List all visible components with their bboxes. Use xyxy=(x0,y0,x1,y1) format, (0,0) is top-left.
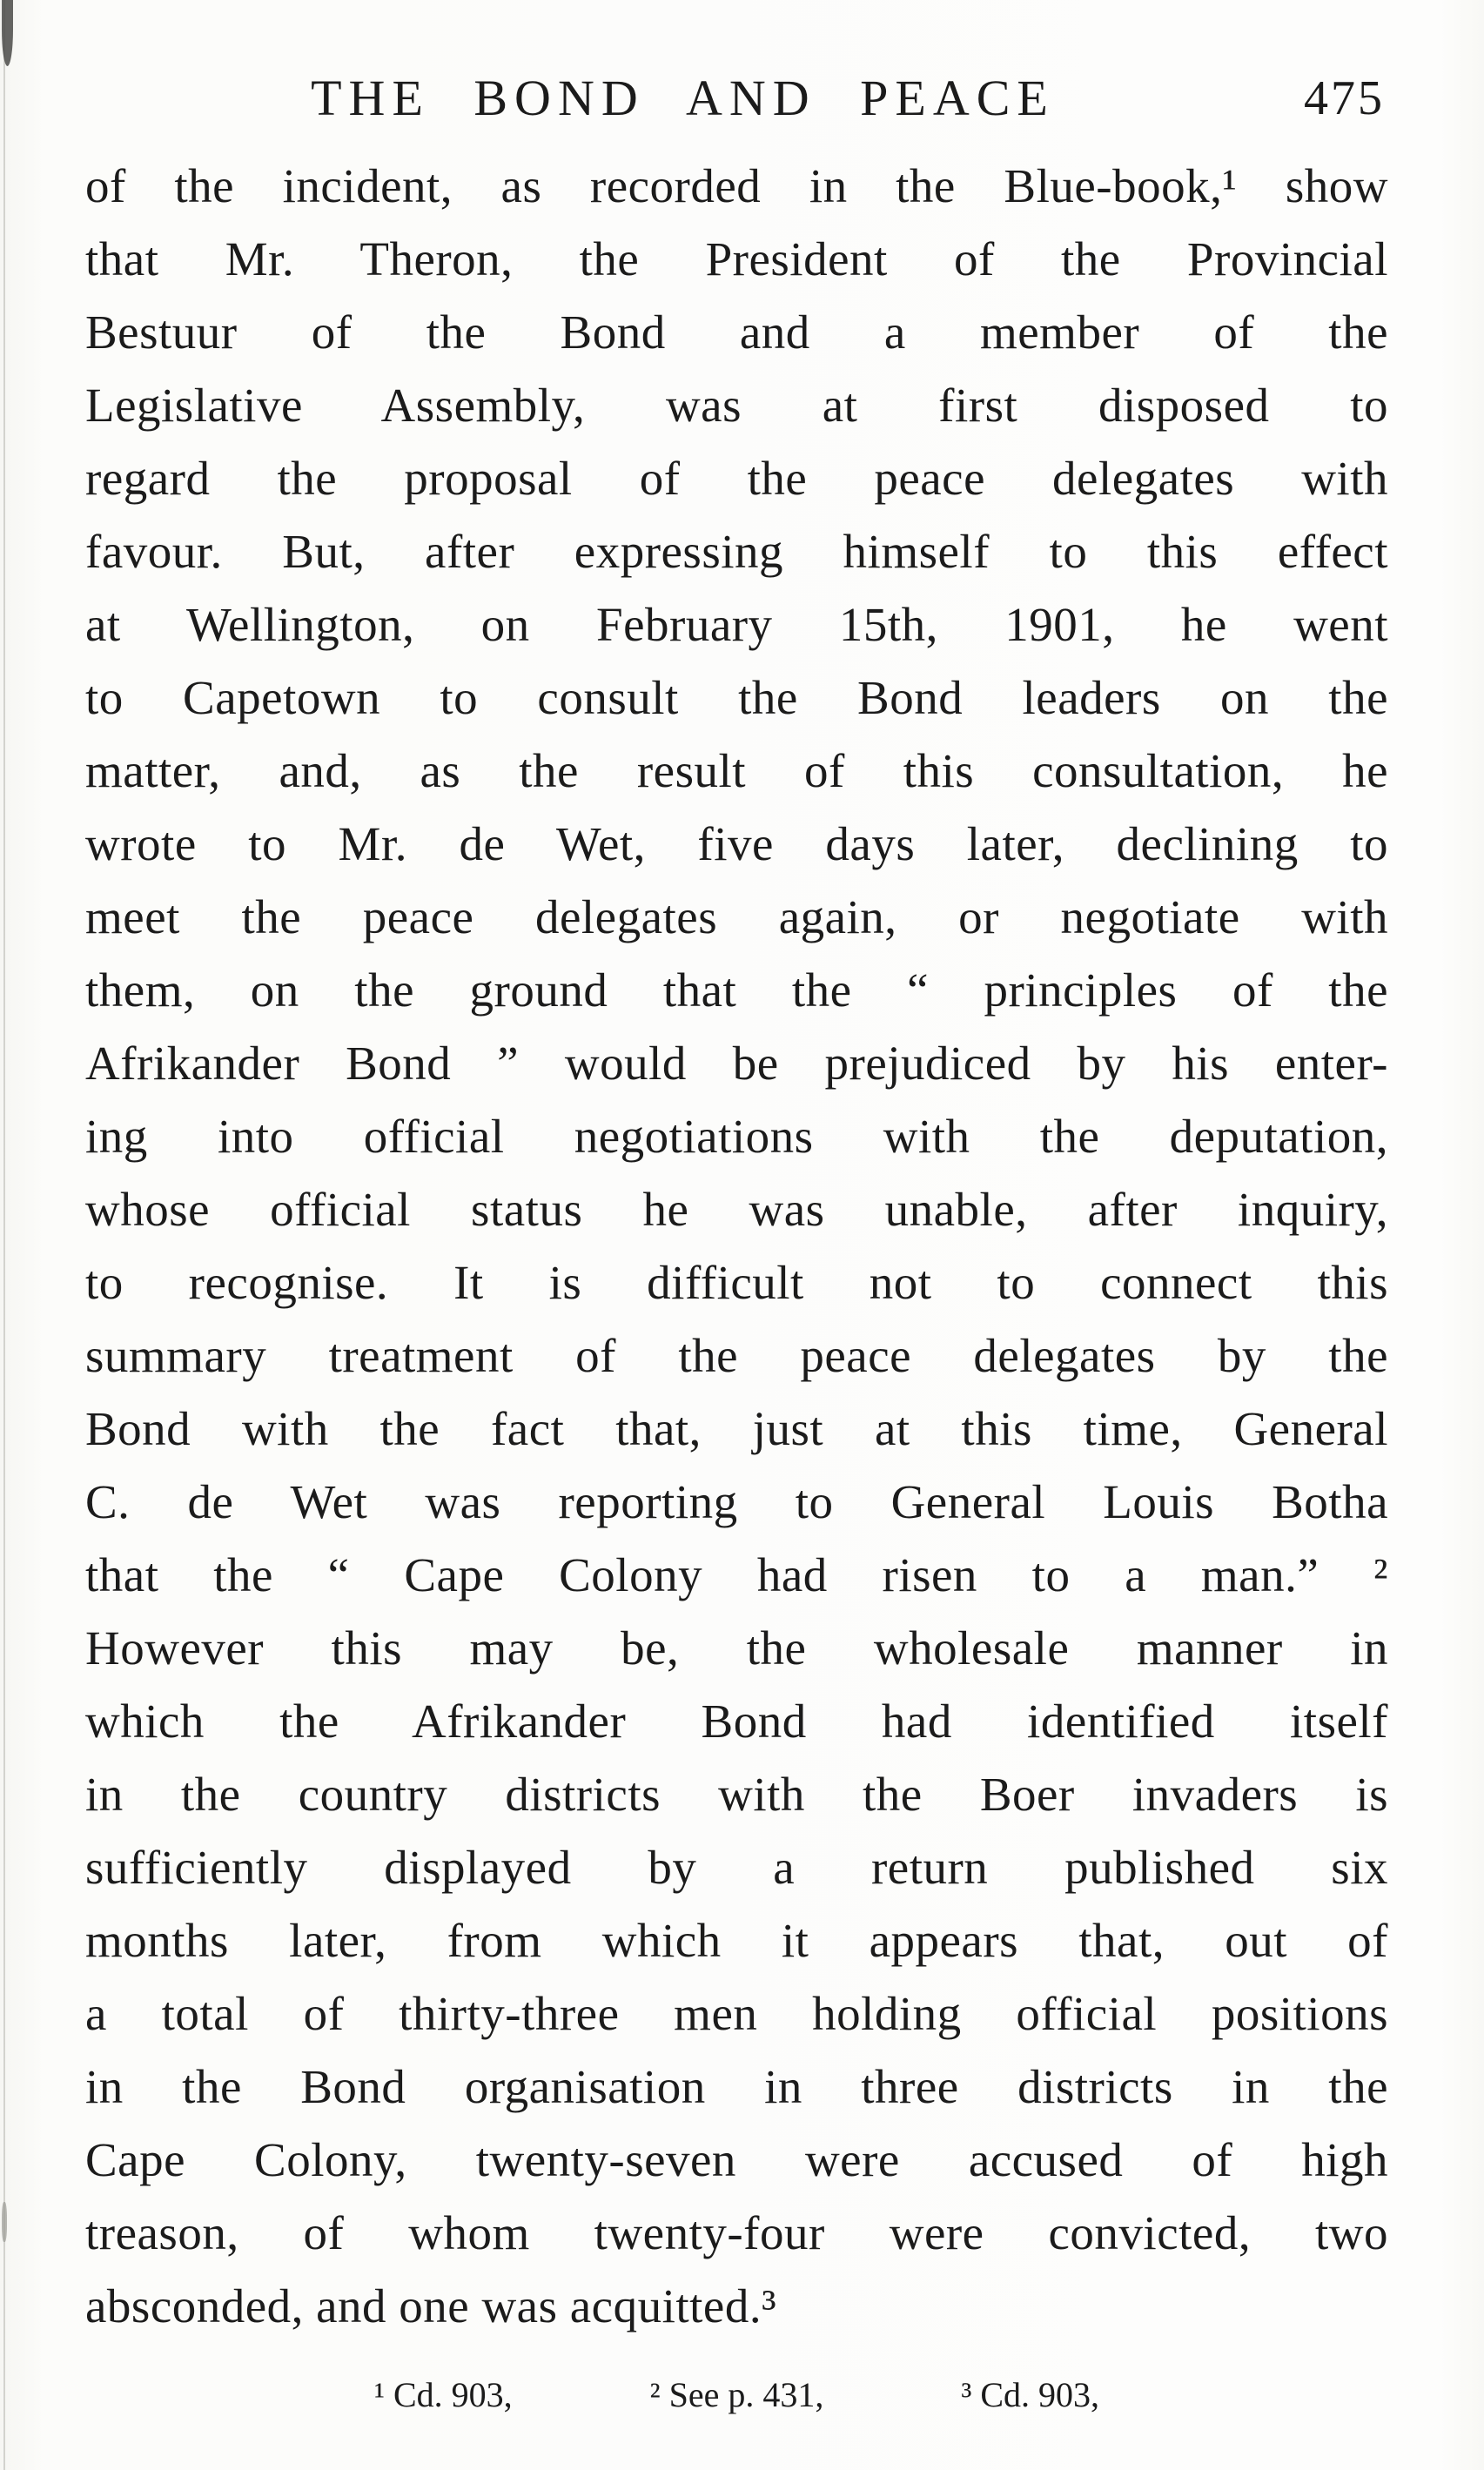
text-line: summary treatment of the peace delegates by the xyxy=(85,1329,1388,1382)
text-line: that the “ Cape Colony had risen to a man.” ² xyxy=(85,1548,1388,1601)
running-title: THE BOND AND PEACE xyxy=(311,70,1055,126)
text-line: ing into official negotiations with the deputation, xyxy=(85,1110,1388,1163)
text-line: sufficiently displayed by a return published six xyxy=(85,1841,1388,1894)
text-line: Bond with the fact that, just at this time, General xyxy=(85,1402,1388,1455)
footnotes xyxy=(85,2371,1388,2420)
text-line: to Capetown to consult the Bond leaders on the xyxy=(85,671,1388,724)
text-line: Bestuur of the Bond and a member of the xyxy=(85,305,1388,359)
text-line: a total of thirty-three men holding official positions xyxy=(85,1987,1388,2040)
text-line: Afrikander Bond ” would be prejudiced by his enter- xyxy=(85,1037,1388,1090)
text-line: regard the proposal of the peace delegates with xyxy=(85,452,1388,505)
footnote-1: ¹ Cd. 903, xyxy=(373,2375,513,2414)
text-line: treason, of whom twenty-four were convicted, two xyxy=(85,2206,1388,2259)
text-line: to recognise. It is difficult not to connect this xyxy=(85,1256,1388,1309)
text-line: absconded, and one was acquitted.³ xyxy=(85,2279,777,2332)
text-line: which the Afrikander Bond had identified itself xyxy=(85,1695,1388,1748)
text-line: them, on the ground that the “ principles of the xyxy=(85,963,1388,1017)
text-line: favour. But, after expressing himself to this effect xyxy=(85,525,1388,578)
text-line: However this may be, the wholesale manner in xyxy=(85,1621,1388,1675)
page-number: 475 xyxy=(1304,71,1385,125)
text-line: Legislative Assembly, was at first disposed to xyxy=(85,379,1388,432)
text-line: in the Bond organisation in three districts in the xyxy=(85,2060,1388,2113)
text-line: C. de Wet was reporting to General Louis Botha xyxy=(85,1475,1388,1528)
scan-edge-artifact xyxy=(3,0,5,2470)
text-line: that Mr. Theron, the President of the Provincial xyxy=(85,232,1388,285)
text-line: Cape Colony, twenty-seven were accused of high xyxy=(85,2133,1388,2186)
text-line: in the country districts with the Boer invaders is xyxy=(85,1768,1388,1821)
text-line: whose official status he was unable, after inquiry, xyxy=(85,1183,1388,1236)
footnote-2: ² See p. 431, xyxy=(649,2375,824,2414)
page-header xyxy=(85,66,1388,144)
footnote-3: ³ Cd. 903, xyxy=(961,2375,1100,2414)
text-line: wrote to Mr. de Wet, five days later, declining to xyxy=(85,817,1388,870)
scan-corner-artifact xyxy=(2,0,13,66)
text-line: meet the peace delegates again, or negotiate with xyxy=(85,890,1388,943)
text-line: of the incident, as recorded in the Blue-book,¹ show xyxy=(85,159,1388,212)
text-line: months later, from which it appears that, out of xyxy=(85,1914,1388,1967)
text-line: matter, and, as the result of this consultation, he xyxy=(85,744,1388,797)
text-line: at Wellington, on February 15th, 1901, he went xyxy=(85,598,1388,651)
scan-margin-artifact xyxy=(2,2202,7,2242)
body-text xyxy=(85,150,1388,2343)
